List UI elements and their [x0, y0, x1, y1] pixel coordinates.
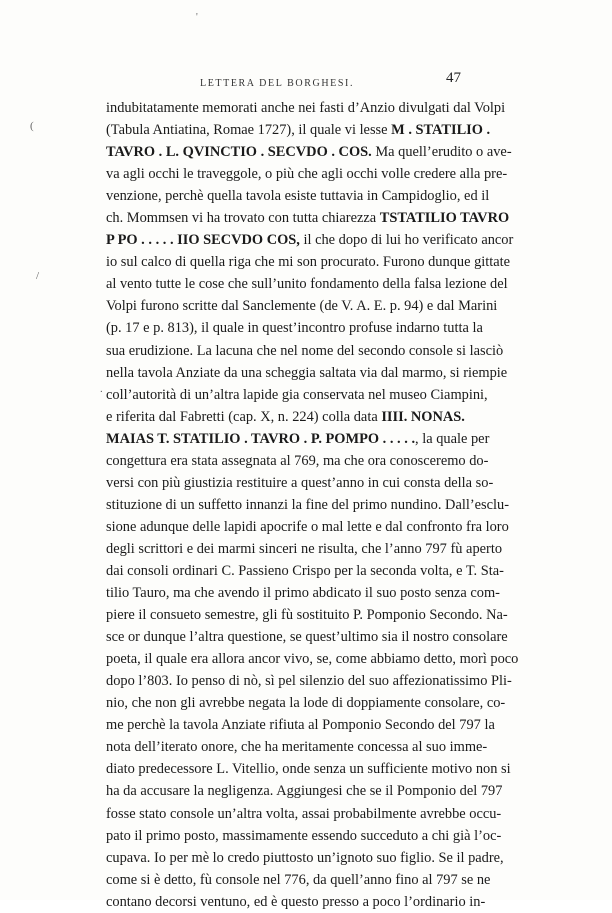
line-segment: coll’autorità di un’altra lapide gia conservata nel museo Ciampini,: [106, 386, 488, 403]
line-segment: poeta, il quale era allora ancor vivo, se, come abbiamo detto, morì poco: [106, 651, 519, 668]
line-segment: versi con più giustizia restituire a quest’anno in cui consta della so-: [106, 474, 494, 491]
line-segment: sione adunque delle lapidi apocrife o mal lette e dal confronto fra loro: [106, 518, 509, 535]
text-line: [106, 229, 514, 251]
line-segment: stituzione di un suffetto innanzi la fine del primo nundino. Dall’esclu-: [106, 496, 509, 513]
text-line: [106, 384, 488, 406]
text-line: [106, 450, 489, 472]
text-line: [106, 340, 504, 362]
line-segment: pato il primo posto, massimamente essendo succeduto a chi già l’oc-: [106, 827, 502, 844]
text-line: [106, 692, 506, 714]
line-segment: congettura era stata assegnata al 769, ma che ora conosceremo do-: [106, 452, 489, 469]
text-line: [106, 582, 500, 604]
text-line: [106, 428, 490, 450]
text-line: [106, 604, 508, 626]
line-segment: piere il consueto semestre, gli fù sostituito P. Pomponio Secondo. Na-: [106, 607, 508, 624]
text-line: [106, 317, 483, 339]
line-segment: e riferita dal Fabretti (cap. X, n. 224) colla data: [106, 408, 382, 425]
text-line: [106, 141, 512, 163]
text-line: [106, 406, 464, 428]
body-text: [106, 97, 519, 913]
line-segment: me perchè la tavola Anziate rifiuta al Pomponio Secondo del 797 la: [106, 717, 495, 734]
text-line: [106, 538, 503, 560]
text-line: [106, 185, 490, 207]
inscription-text: MAIAS T. STATILIO . TAVRO . P. POMPO . . . . .: [106, 430, 416, 447]
line-segment: fosse stato console un’altra volta, assai probabilmente avrebbe occu-: [106, 805, 502, 822]
line-segment: (Tabula Antiatina, Romae 1727), il quale vi lesse: [106, 122, 392, 139]
margin-mark-left: .: [100, 383, 103, 395]
margin-mark-left: (: [30, 120, 34, 132]
running-header: LETTERA DEL BORGHESI.: [200, 78, 355, 89]
text-line: [106, 273, 508, 295]
line-segment: il che dopo di lui ho verificato ancor: [299, 232, 514, 249]
text-line: [106, 516, 509, 538]
text-line: [106, 251, 511, 273]
text-line: [106, 780, 503, 802]
line-segment: contano decorsi ventuno, ed è questo presso a poco l’ordinario in-: [106, 893, 486, 910]
line-segment: va agli occhi le traveggole, o più che agli occhi volle credere alla pre-: [106, 166, 508, 183]
text-line: [106, 869, 491, 891]
line-segment: nota dell’iterato onore, che ha meritamente concessa al suo imme-: [106, 739, 488, 756]
inscription-text: IIII. NONAS.: [381, 408, 465, 425]
text-line: [106, 560, 504, 582]
text-line: [106, 847, 504, 869]
page-number: 47: [446, 70, 461, 86]
text-line: [106, 472, 494, 494]
margin-mark-top: ': [196, 12, 198, 23]
text-line: [106, 626, 508, 648]
line-segment: nella tavola Anziate da una scheggia saltata via dal marmo, si riempie: [106, 364, 508, 381]
text-line: [106, 825, 502, 847]
text-line: [106, 670, 512, 692]
text-line: [106, 362, 508, 384]
line-segment: al vento tutte le cose che sull’unito fondamento della falsa lezione del: [106, 276, 508, 293]
line-segment: dopo l’803. Io penso di nò, sì pel silenzio del suo affezionatissimo Pli-: [106, 673, 512, 690]
line-segment: ch. Mommsen vi ha trovato con tutta chiarezza: [106, 210, 380, 227]
line-segment: venzione, perchè quella tavola esiste tuttavia in Campidoglio, ed il: [106, 188, 490, 205]
line-segment: io sul calco di quella riga che mi son procurato. Furono dunque gittate: [106, 254, 511, 271]
line-segment: cupava. Io per mè lo credo piuttosto un’ignoto suo figlio. Se il padre,: [106, 849, 504, 866]
line-segment: diato predecessore L. Vitellio, onde senza un sufficiente motivo non si: [106, 761, 511, 778]
line-segment: Volpi furono scritte dal Sanclemente (de V. A. E. p. 94) e dal Marini: [106, 298, 498, 315]
line-segment: ha da accusare la negligenza. Aggiungesi che se il Pomponio del 797: [106, 783, 503, 800]
line-segment: , la quale per: [415, 430, 490, 447]
text-line: [106, 803, 502, 825]
text-line: [106, 295, 498, 317]
text-line: [106, 494, 509, 516]
text-line: [106, 736, 488, 758]
inscription-text: TSTATILIO TAVRO: [379, 210, 510, 227]
text-line: [106, 891, 486, 913]
inscription-text: TAVRO . L. QVINCTIO . SECVDO . COS.: [106, 144, 372, 161]
text-line: [106, 119, 491, 141]
line-segment: (p. 17 e p. 813), il quale in quest’incontro profuse indarno tutta la: [106, 320, 483, 337]
line-segment: dai consoli ordinari C. Passieno Crispo per la seconda volta, e T. Sta-: [106, 562, 504, 579]
line-segment: degli scrittori e dei marmi sinceri ne risulta, che l’anno 797 fù aperto: [106, 540, 503, 557]
text-line: [106, 758, 511, 780]
inscription-text: M . STATILIO .: [391, 122, 491, 139]
line-segment: sua erudizione. La lacuna che nel nome del secondo console si lasciò: [106, 342, 504, 359]
line-segment: sce or dunque l’altra questione, se quest’ultimo sia il nostro consolare: [106, 629, 508, 646]
line-segment: nio, che non gli avrebbe negata la lode di doppiamente consolare, co-: [106, 695, 506, 712]
inscription-text: P PO . . . . . IIO SECVDO COS,: [106, 232, 300, 249]
line-segment: Ma quell’erudito o ave-: [371, 144, 512, 161]
line-segment: come si è detto, fù console nel 776, da quell’anno fino al 797 se ne: [106, 871, 491, 888]
text-line: [106, 163, 508, 185]
text-line: [106, 97, 506, 119]
text-line: [106, 648, 519, 670]
line-segment: tilio Tauro, ma che avendo il primo abdicato il suo posto senza com-: [106, 585, 500, 602]
margin-mark-left: /: [36, 270, 40, 282]
text-line: [106, 207, 510, 229]
line-segment: indubitatamente memorati anche nei fasti d’Anzio divulgati dal Volpi: [106, 100, 506, 116]
text-line: [106, 714, 495, 736]
